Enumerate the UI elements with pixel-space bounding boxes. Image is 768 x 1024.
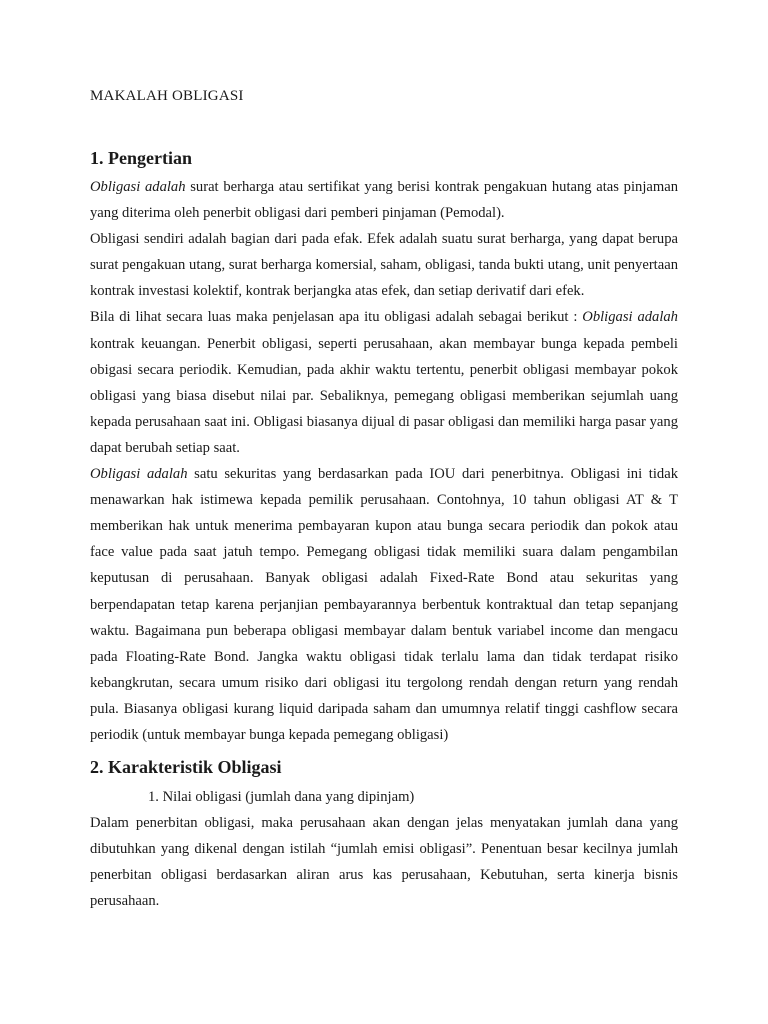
paragraph-text: satu sekuritas yang berdasarkan pada IOU dari penerbitnya. Obligasi ini tidak menawarkan hak istimewa kepada pemilik perusahaan. Contohnya, 10 tahun obligasi AT & T memberikan hak untuk menerima pembayaran kupon atau bunga secara periodik dan pokok atau face value pada saat jatuh tempo. Pemegang obligasi tidak memiliki suara dalam pengambilan keputusan di perusahaan. Banyak obligasi adalah Fixed-Rate Bond atau sekuritas yang berpendapatan tetap karena perjanjian pembayarannya berbentuk kontraktual dan tetap sepanjang waktu. Bagaimana pun beberapa obligasi membayar dalam bentuk variabel income dan mengacu pada Floating-Rate Bond. Jangka waktu obligasi tidak terlalu lama dan tidak terdapat risiko kebangkrutan, secara umum risiko dari obligasi itu tergolong rendah dengan return yang rendah pula. Biasanya obligasi kurang liquid daripada saham dan umumnya relatif tinggi cashflow secara periodik (untuk membayar bunga kepada pemegang obligasi)	[90, 466, 678, 743]
italic-term: Obligasi adalah	[90, 466, 188, 483]
document-page	[90, 88, 678, 915]
paragraph-efek: Obligasi sendiri adalah bagian dari pada efak. Efek adalah suatu surat berharga, yang dapat berupa surat pengakuan utang, surat berharga komersial, saham, obligasi, tanda bukti utang, unit penyertaan kontrak investasi kolektif, kontrak berjangka atas efek, dan setiap derivatif dari efek.	[90, 231, 678, 300]
paragraph-penerbitan: Dalam penerbitan obligasi, maka perusahaan akan dengan jelas menyatakan jumlah dana yang dibutuhkan yang dikenal dengan istilah “jumlah emisi obligasi”. Penentuan besar kecilnya jumlah penerbitan obligasi berdasarkan aliran arus kas perusahaan, Kebutuhan, serta kinerja bisnis perusahaan.	[90, 815, 678, 910]
italic-term: Obligasi adalah	[90, 179, 186, 195]
paragraph-text: surat berharga atau sertifikat yang berisi kontrak pengakuan hutang atas pinjaman yang diterima oleh penerbit obligasi dari pemberi pinjaman (Pemodal).	[90, 179, 678, 222]
paragraph-definition-3	[90, 461, 678, 748]
paragraph-text: kontrak keuangan. Penerbit obligasi, seperti perusahaan, akan membayar bunga kepada pembeli obigasi secara periodik. Kemudian, pada akhir waktu tertentu, penerbit obligasi membayar pokok obligasi yang biasa disebut nilai par. Sebaliknya, pemegang obligasi memberikan sejumlah uang kepada perusahaan saat ini. Obligasi biasanya dijual di pasar obligasi dan memiliki harga pasar yang dapat berubah setiap saat.	[90, 335, 678, 456]
section-heading-pengertian: 1. Pengertian	[90, 148, 192, 168]
paragraph-definition-2	[90, 304, 678, 461]
document-title: MAKALAH OBLIGASI	[90, 88, 244, 104]
list-item-nilai-obligasi: 1. Nilai obligasi (jumlah dana yang dipinjam)	[148, 789, 415, 806]
paragraph-definition-1	[90, 174, 678, 226]
paragraph-text: Bila di lihat secara luas maka penjelasan apa itu obligasi adalah sebagai berikut :	[90, 309, 583, 326]
italic-term: Obligasi adalah	[582, 309, 678, 326]
section-heading-karakteristik: 2. Karakteristik Obligasi	[90, 757, 282, 778]
